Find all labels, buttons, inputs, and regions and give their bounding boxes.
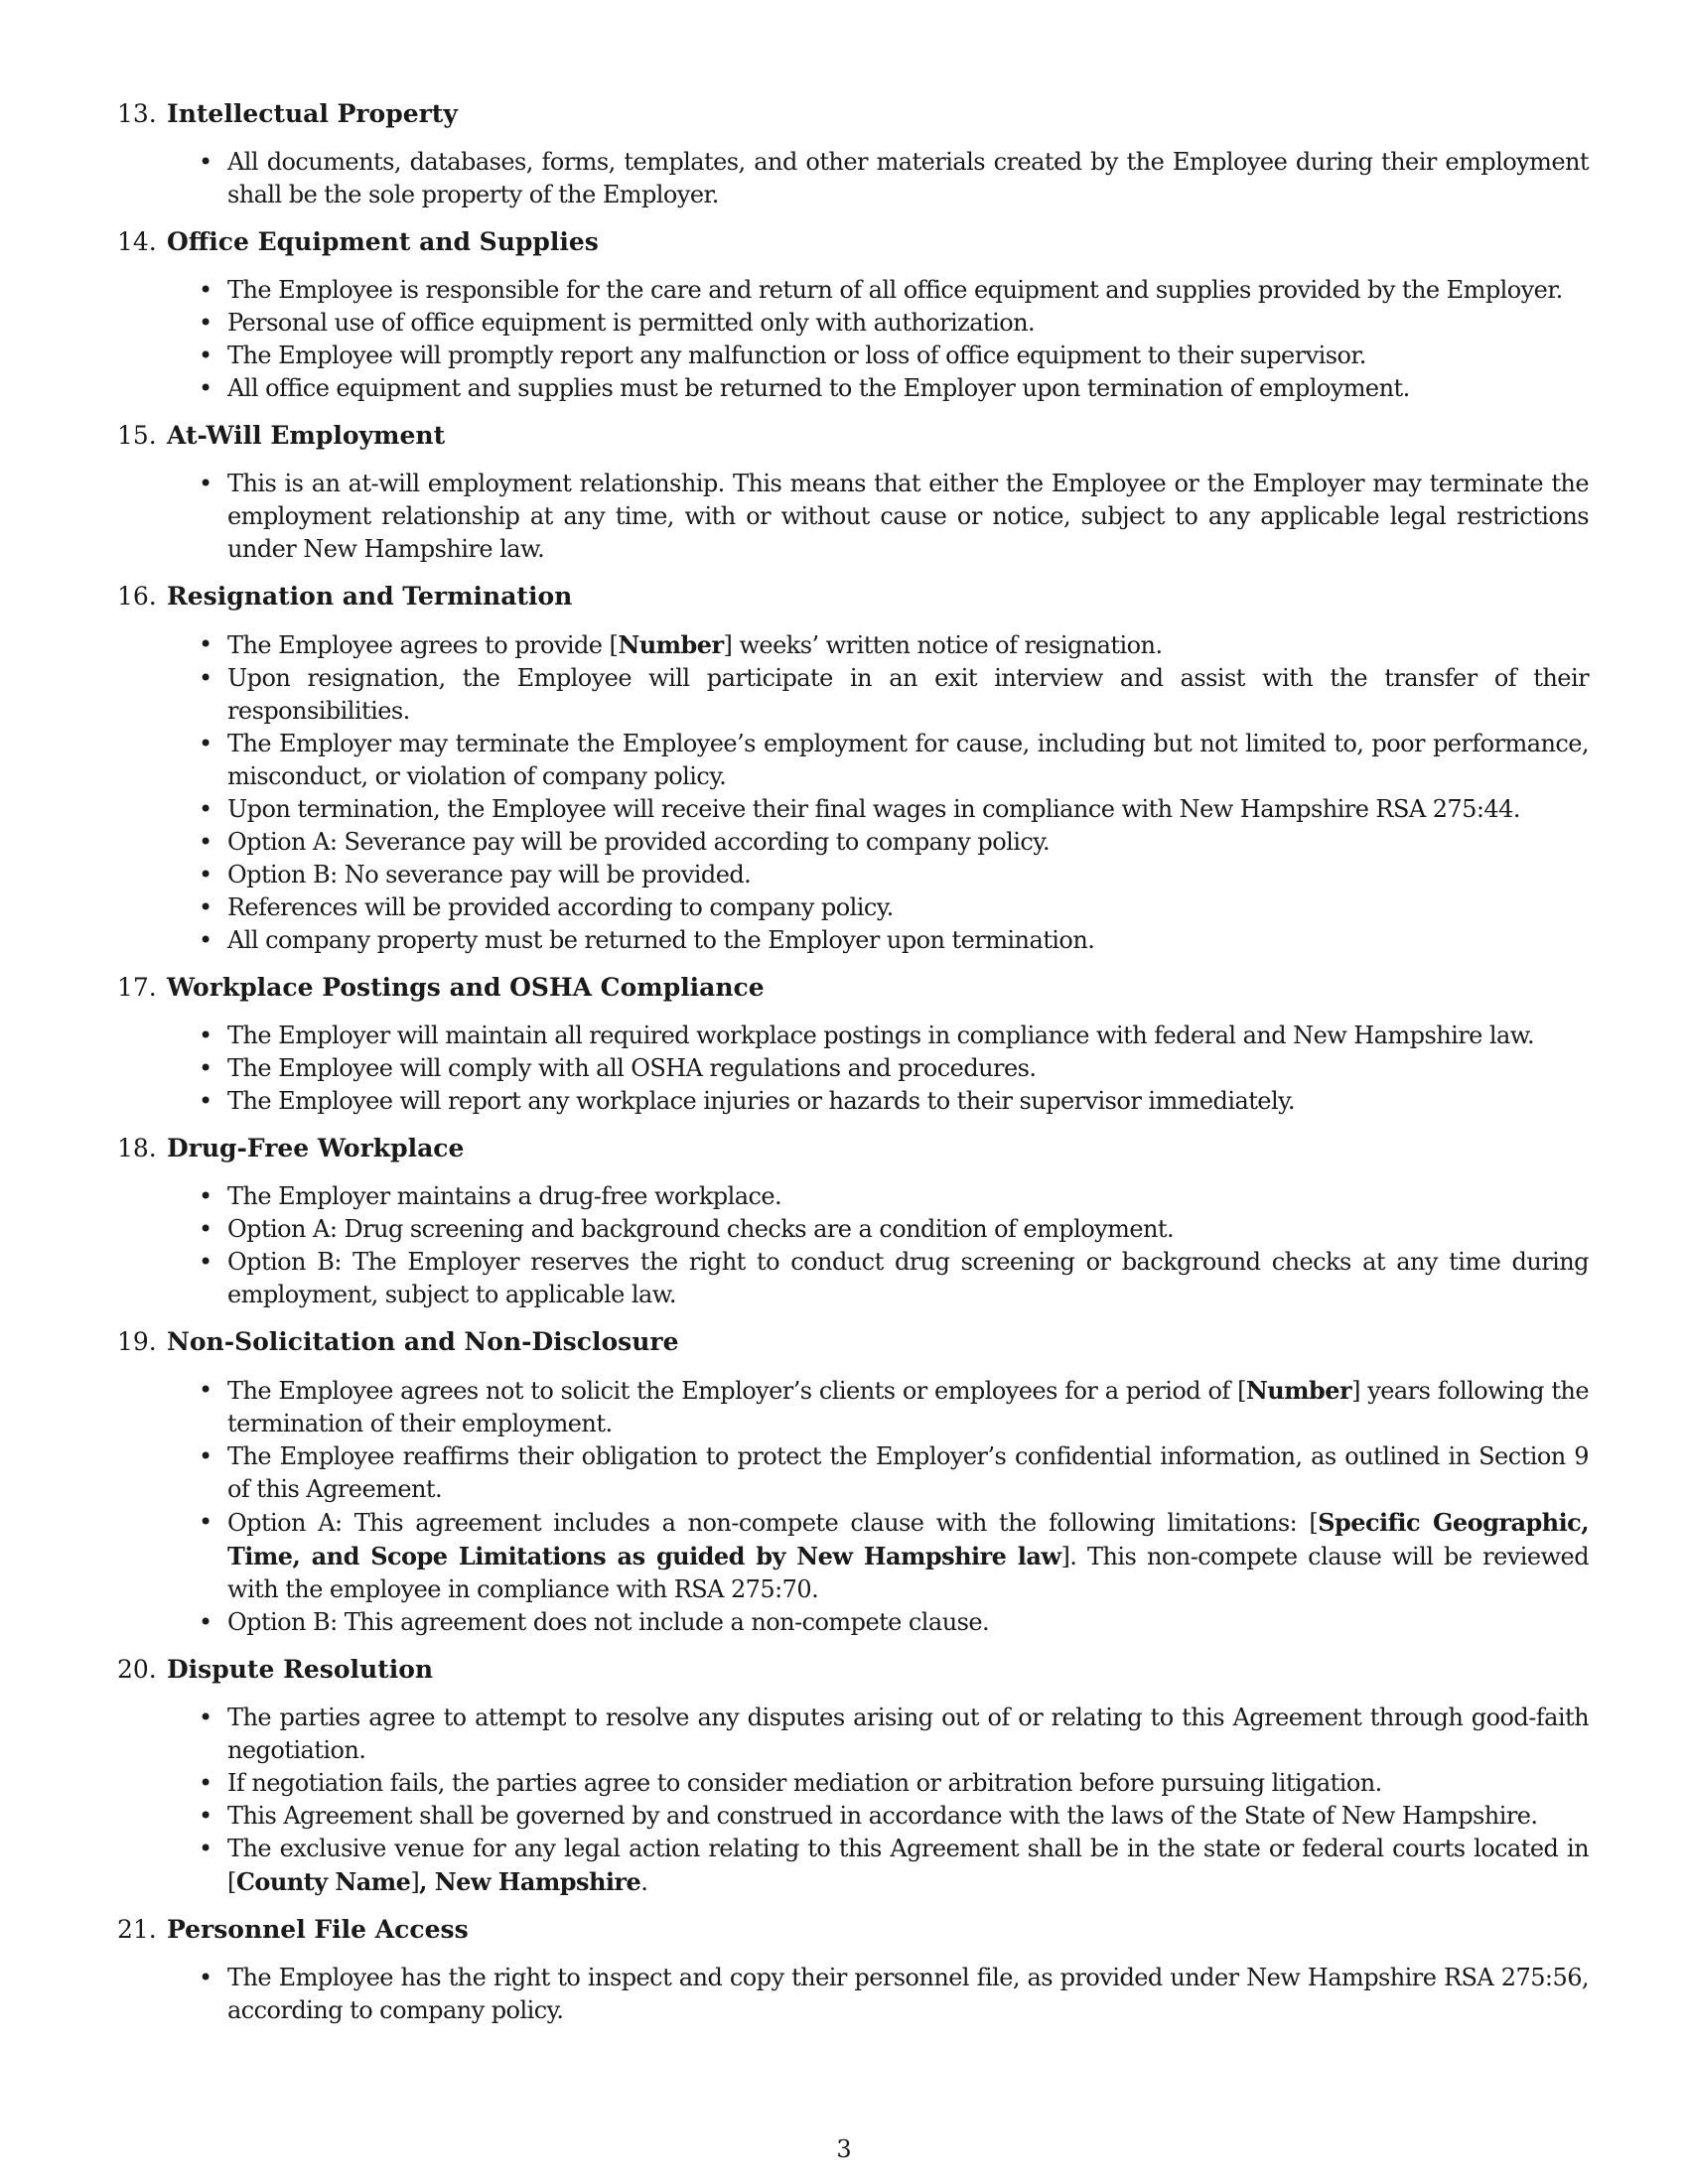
list-item — [117, 859, 1589, 891]
section-title: Office Equipment and Supplies — [167, 227, 599, 256]
bullet-list — [117, 274, 1589, 405]
list-item — [117, 662, 1589, 728]
item-text: Option B: This agreement does not include a non-compete clause. — [227, 1608, 990, 1636]
list-item — [117, 826, 1589, 859]
list-item — [117, 340, 1589, 372]
item-text: The Employer will maintain all required workplace postings in compliance with federal and New Hampshire law. — [227, 1022, 1535, 1049]
bullet-icon: • — [199, 1248, 212, 1276]
bullet-icon: • — [199, 828, 212, 856]
placeholder-text: Number — [1245, 1376, 1352, 1405]
bullet-icon: • — [199, 1022, 212, 1049]
item-text: . — [640, 1868, 648, 1896]
section-21 — [117, 1913, 1589, 2027]
section-number: 21. — [117, 1915, 157, 1944]
bullet-icon: • — [199, 1087, 212, 1115]
bullet-icon: • — [199, 861, 212, 888]
section-heading — [117, 1325, 1589, 1358]
item-text: The Employee agrees to provide [ — [227, 631, 619, 659]
list-item — [117, 1020, 1589, 1052]
section-15 — [117, 419, 1589, 566]
list-item — [117, 628, 1589, 662]
placeholder-text: , New Hampshire — [419, 1867, 641, 1896]
section-19 — [117, 1325, 1589, 1639]
bullet-icon: • — [199, 374, 212, 402]
bullet-icon: • — [199, 1964, 212, 1991]
list-item — [117, 1085, 1589, 1118]
list-item — [117, 924, 1589, 957]
list-item — [117, 274, 1589, 307]
section-heading — [117, 971, 1589, 1004]
document-body — [117, 97, 1589, 2041]
bullet-list — [117, 1962, 1589, 2027]
item-text: ] years following the termination of their employment. — [227, 1377, 1589, 1437]
item-text: Upon termination, the Employee will receive their final wages in compliance with New Hampshire RSA 275:44. — [227, 795, 1520, 823]
item-text: The Employee will promptly report any malfunction or loss of office equipment to their supervisor. — [227, 341, 1366, 369]
list-item — [117, 891, 1589, 924]
item-text: All documents, databases, forms, templates, and other materials created by the Employee during their employment shall be the sole property of the Employer. — [227, 148, 1589, 208]
bullet-list — [117, 1180, 1589, 1311]
bullet-list — [117, 1374, 1589, 1639]
section-heading — [117, 225, 1589, 258]
item-text: Option B: No severance pay will be provided. — [227, 861, 752, 888]
bullet-icon: • — [199, 1608, 212, 1636]
item-text: The Employee will report any workplace injuries or hazards to their supervisor immediately. — [227, 1087, 1295, 1115]
list-item — [117, 1374, 1589, 1440]
placeholder-text: Specific Geographic, Time, and Scope Limitations as guided by New Hampshire law — [227, 1508, 1590, 1570]
item-text: All company property must be returned to the Employer upon termination. — [227, 926, 1095, 954]
section-title: Dispute Resolution — [167, 1655, 434, 1684]
bullet-icon: • — [199, 1802, 212, 1830]
bullet-icon: • — [199, 148, 212, 176]
list-item — [117, 1702, 1589, 1767]
section-number: 17. — [117, 973, 157, 1002]
bullet-icon: • — [199, 276, 212, 304]
section-number: 16. — [117, 582, 157, 611]
list-item — [117, 1767, 1589, 1800]
section-16 — [117, 580, 1589, 957]
list-item — [117, 468, 1589, 566]
item-text: Option A: This agreement includes a non-compete clause with the following limitations: [ — [227, 1509, 1319, 1537]
section-heading — [117, 1132, 1589, 1164]
bullet-icon: • — [199, 1182, 212, 1210]
bullet-icon: • — [199, 1508, 212, 1536]
item-text: The exclusive venue for any legal action relating to this Agreement shall be in the state or federal courts located in [ — [227, 1835, 1589, 1896]
item-text: ]. This non-compete clause will be reviewed with the employee in compliance with RSA 275:70. — [227, 1543, 1590, 1603]
bullet-list — [117, 1020, 1589, 1118]
section-number: 13. — [117, 99, 157, 128]
section-20 — [117, 1653, 1589, 1899]
section-title: Personnel File Access — [167, 1915, 469, 1944]
list-item — [117, 1606, 1589, 1639]
bullet-icon: • — [199, 1215, 212, 1243]
bullet-list — [117, 1702, 1589, 1899]
list-item — [117, 1833, 1589, 1899]
bullet-list — [117, 628, 1589, 957]
item-text: This is an at-will employment relationship. This means that either the Employee or the Employer may terminate the employment relationship at any time, with or without cause or notice, subject to any applicable legal restrictions under New Hampshire law. — [227, 470, 1589, 563]
item-text: Option A: Severance pay will be provided according to company policy. — [227, 828, 1051, 856]
placeholder-text: County Name — [235, 1867, 411, 1896]
item-text: The parties agree to attempt to resolve any disputes arising out of or relating to this Agreement through good-faith negotiation. — [227, 1704, 1589, 1764]
item-text: All office equipment and supplies must be returned to the Employer upon termination of employment. — [227, 374, 1410, 402]
bullet-list — [117, 146, 1589, 211]
list-item — [117, 1506, 1589, 1606]
bullet-icon: • — [199, 1054, 212, 1082]
list-item — [117, 1213, 1589, 1246]
section-heading — [117, 1913, 1589, 1946]
section-17 — [117, 971, 1589, 1118]
list-item — [117, 372, 1589, 405]
section-14 — [117, 225, 1589, 405]
item-text: The Employee reaffirms their obligation to protect the Employer’s confidential information, as outlined in Section 9 of this Agreement. — [227, 1442, 1589, 1503]
item-text: This Agreement shall be governed by and construed in accordance with the laws of the State of New Hampshire. — [227, 1802, 1538, 1830]
section-number: 14. — [117, 227, 157, 256]
item-text: References will be provided according to company policy. — [227, 893, 894, 921]
section-number: 20. — [117, 1655, 157, 1684]
list-item — [117, 793, 1589, 826]
item-text: Personal use of office equipment is permitted only with authorization. — [227, 309, 1036, 337]
section-heading — [117, 97, 1589, 130]
item-text: The Employee has the right to inspect and copy their personnel file, as provided under New Hampshire RSA 275:56, according to company policy. — [227, 1964, 1589, 2024]
section-18 — [117, 1132, 1589, 1311]
bullet-icon: • — [199, 341, 212, 369]
section-heading — [117, 1653, 1589, 1686]
item-text: The Employer maintains a drug-free workplace. — [227, 1182, 782, 1210]
bullet-icon: • — [199, 730, 212, 757]
list-item — [117, 1962, 1589, 2027]
placeholder-text: Number — [618, 630, 724, 659]
item-text: ] — [410, 1868, 420, 1896]
section-title: At-Will Employment — [167, 421, 446, 450]
section-title: Intellectual Property — [167, 99, 458, 128]
item-text: ] weeks’ written notice of resignation. — [723, 631, 1163, 659]
bullet-icon: • — [199, 664, 212, 692]
list-item — [117, 728, 1589, 793]
item-text: The Employer may terminate the Employee’s employment for cause, including but not limited to, poor performance, misconduct, or violation of company policy. — [227, 730, 1589, 790]
section-number: 19. — [117, 1327, 157, 1356]
bullet-icon: • — [199, 893, 212, 921]
section-13 — [117, 97, 1589, 211]
bullet-list — [117, 468, 1589, 566]
list-item — [117, 1800, 1589, 1833]
item-text: The Employee is responsible for the care and return of all office equipment and supplies provided by the Employer. — [227, 276, 1563, 304]
bullet-icon: • — [199, 1442, 212, 1470]
bullet-icon: • — [199, 1376, 212, 1404]
item-text: Option B: The Employer reserves the right to conduct drug screening or background checks at any time during employment, subject to applicable law. — [227, 1248, 1589, 1308]
bullet-icon: • — [199, 1835, 212, 1862]
item-text: The Employee will comply with all OSHA regulations and procedures. — [227, 1054, 1037, 1082]
bullet-icon: • — [199, 630, 212, 658]
bullet-icon: • — [199, 470, 212, 497]
section-title: Workplace Postings and OSHA Compliance — [167, 973, 765, 1002]
bullet-icon: • — [199, 926, 212, 954]
bullet-icon: • — [199, 1704, 212, 1731]
bullet-icon: • — [199, 309, 212, 337]
section-number: 18. — [117, 1134, 157, 1162]
list-item — [117, 1052, 1589, 1085]
section-heading — [117, 580, 1589, 613]
section-heading — [117, 419, 1589, 452]
item-text: If negotiation fails, the parties agree to consider mediation or arbitration before pursuing litigation. — [227, 1769, 1382, 1797]
page-number: 3 — [836, 2135, 852, 2163]
bullet-icon: • — [199, 1769, 212, 1797]
section-title: Non-Solicitation and Non-Disclosure — [167, 1327, 679, 1356]
item-text: Upon resignation, the Employee will participate in an exit interview and assist with the transfer of their responsibilities. — [227, 664, 1589, 725]
list-item — [117, 1440, 1589, 1506]
bullet-icon: • — [199, 795, 212, 823]
list-item — [117, 1180, 1589, 1213]
section-title: Resignation and Termination — [167, 582, 573, 611]
section-number: 15. — [117, 421, 157, 450]
item-text: Option A: Drug screening and background checks are a condition of employment. — [227, 1215, 1175, 1243]
section-title: Drug-Free Workplace — [167, 1134, 465, 1162]
list-item — [117, 146, 1589, 211]
list-item — [117, 1246, 1589, 1311]
list-item — [117, 307, 1589, 340]
item-text: The Employee agrees not to solicit the Employer’s clients or employees for a period of [ — [227, 1377, 1246, 1405]
